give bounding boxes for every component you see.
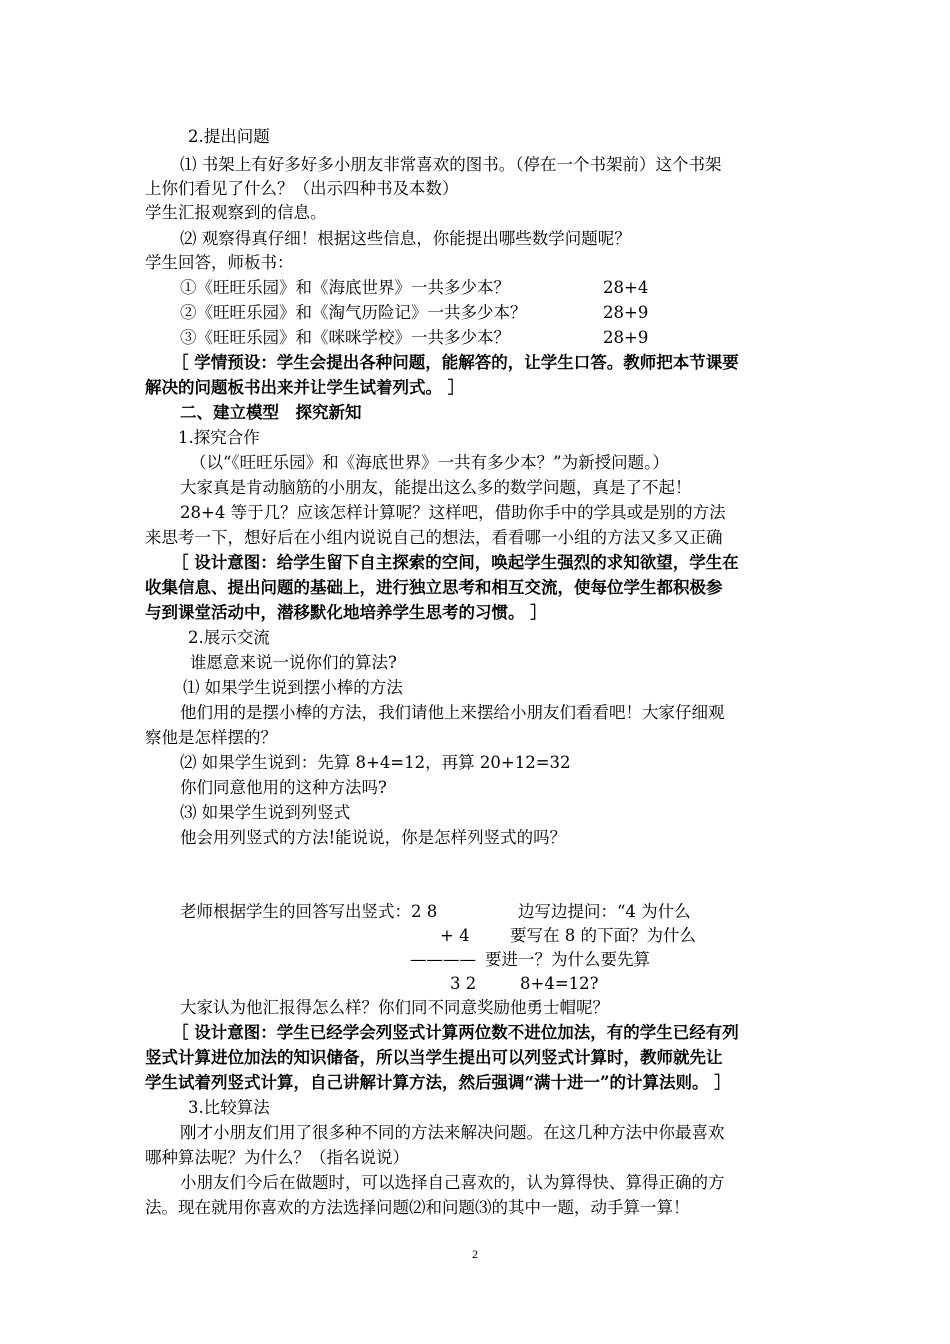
page-number: 2	[472, 1247, 478, 1261]
vertical-calc-question: 要写在 8 的下面？为什么	[510, 926, 696, 945]
paragraph-line: ⑵ 如果学生说到：先算 8+4=12，再算 20+12=32	[180, 753, 571, 772]
question-line: ③《旺旺乐园》和《咪咪学校》一共多少本？	[180, 328, 510, 347]
question-expression: 28+4	[603, 278, 649, 297]
question-expression: 28+9	[603, 303, 649, 322]
paragraph-line: 大家真是肯动脑筋的小朋友，能提出这么多的数学问题，真是了不起！	[180, 478, 692, 497]
paragraph-line: 他们用的是摆小棒的方法，我们请他上来摆给小朋友们看看吧！大家仔细观	[180, 703, 725, 722]
design-note-line: 竖式计算进位加法的知识储备，所以当学生提出可以列竖式计算时，教师就先让	[145, 1048, 723, 1067]
section-heading: 二、建立模型 探究新知	[180, 403, 362, 422]
step-heading: 1.探究合作	[178, 428, 260, 447]
design-note-line: 与到课堂活动中，潜移默化地培养学生思考的习惯。 ］	[145, 603, 547, 622]
design-note-line: 学生试着列竖式计算，自己讲解计算方法，然后强调“满十进一”的计算法则。 ］	[145, 1073, 731, 1092]
paragraph-line: 28+4 等于几？应该怎样计算呢？这样吧，借助你手中的学具或是别的方法	[180, 503, 726, 522]
paragraph-line: ⑶ 如果学生说到列竖式	[180, 803, 351, 822]
step-heading: 2.提出问题	[188, 127, 270, 146]
paragraph-line: 来思考一下，想好后在小组内说说自己的想法，看看哪一小组的方法又多又正确	[145, 528, 723, 547]
paragraph-line: ⑴ 如果学生说到摆小棒的方法	[183, 678, 403, 697]
vertical-calc-question: 8+4=12?	[520, 974, 599, 993]
paragraph-line: 小朋友们今后在做题时，可以选择自己喜欢的，认为算得快、算得正确的方	[180, 1173, 725, 1192]
design-note-line: 收集信息、提出问题的基础上，进行独立思考和相互交流，使每位学生都积极参	[145, 578, 723, 597]
question-expression: 28+9	[603, 328, 649, 347]
paragraph-line: ⑴ 书架上有好多好多小朋友非常喜欢的图书。（停在一个书架前）这个书架	[180, 155, 722, 174]
vertical-calc-question: 要进一？为什么要先算	[485, 950, 650, 969]
step-heading: 2.展示交流	[188, 628, 270, 647]
design-note-line: ［ 设计意图：学生已经学会列竖式计算两位数不进位加法，有的学生已经有列	[172, 1023, 739, 1042]
vertical-calc-question: 边写边提问：“4 为什么	[518, 902, 691, 921]
paragraph-line: 你们同意他用的这种方法吗?	[180, 778, 387, 797]
vertical-calc-sum: 3 2	[450, 974, 477, 993]
design-note-line: 解决的问题板书出来并让学生试着列式。 ］	[145, 378, 465, 397]
paragraph-line: 法。现在就用你喜欢的方法选择问题⑵和问题⑶的其中一题，动手算一算！	[145, 1198, 690, 1217]
vertical-calc-addend: + 4	[440, 926, 470, 945]
question-line: ①《旺旺乐园》和《海底世界》一共多少本？	[180, 278, 510, 297]
paragraph-line: （以“《旺旺乐园》和《海底世界》一共有多少本？”为新授问题。）	[190, 453, 669, 472]
paragraph-line: 大家认为他汇报得怎么样？你们同不同意奖励他勇士帽呢？	[180, 998, 609, 1017]
paragraph-line: 谁愿意来说一说你们的算法?	[190, 653, 397, 672]
paragraph-line: 哪种算法呢？为什么？（指名说说）	[145, 1148, 409, 1167]
paragraph-line: 学生汇报观察到的信息。	[145, 203, 327, 222]
design-note-line: ［ 学情预设：学生会提出各种问题，能解答的，让学生口答。教师把本节课要	[172, 353, 739, 372]
step-heading: 3.比较算法	[188, 1098, 270, 1117]
paragraph-line: 刚才小朋友们用了很多种不同的方法来解决问题。在这几种方法中你最喜欢	[180, 1123, 725, 1142]
question-line: ②《旺旺乐园》和《淘气历险记》一共多少本？	[180, 303, 527, 322]
design-note-line: ［ 设计意图：给学生留下自主探索的空间，唤起学生强烈的求知欲望，学生在	[172, 553, 739, 572]
vertical-calc-intro: 老师根据学生的回答写出竖式：2 8	[180, 902, 438, 921]
paragraph-line: 察他是怎样摆的？	[145, 728, 277, 747]
paragraph-line: 他会用列竖式的方法!能说说，你是怎样列竖式的吗？	[180, 828, 567, 847]
paragraph-line: ⑵ 观察得真仔细！根据这些信息，你能提出哪些数学问题呢？	[180, 229, 631, 248]
paragraph-line: 学生回答，师板书：	[145, 253, 294, 272]
paragraph-line: 上你们看见了什么？（出示四种书及本数）	[145, 179, 459, 198]
vertical-calc-rule: ————	[410, 950, 476, 969]
